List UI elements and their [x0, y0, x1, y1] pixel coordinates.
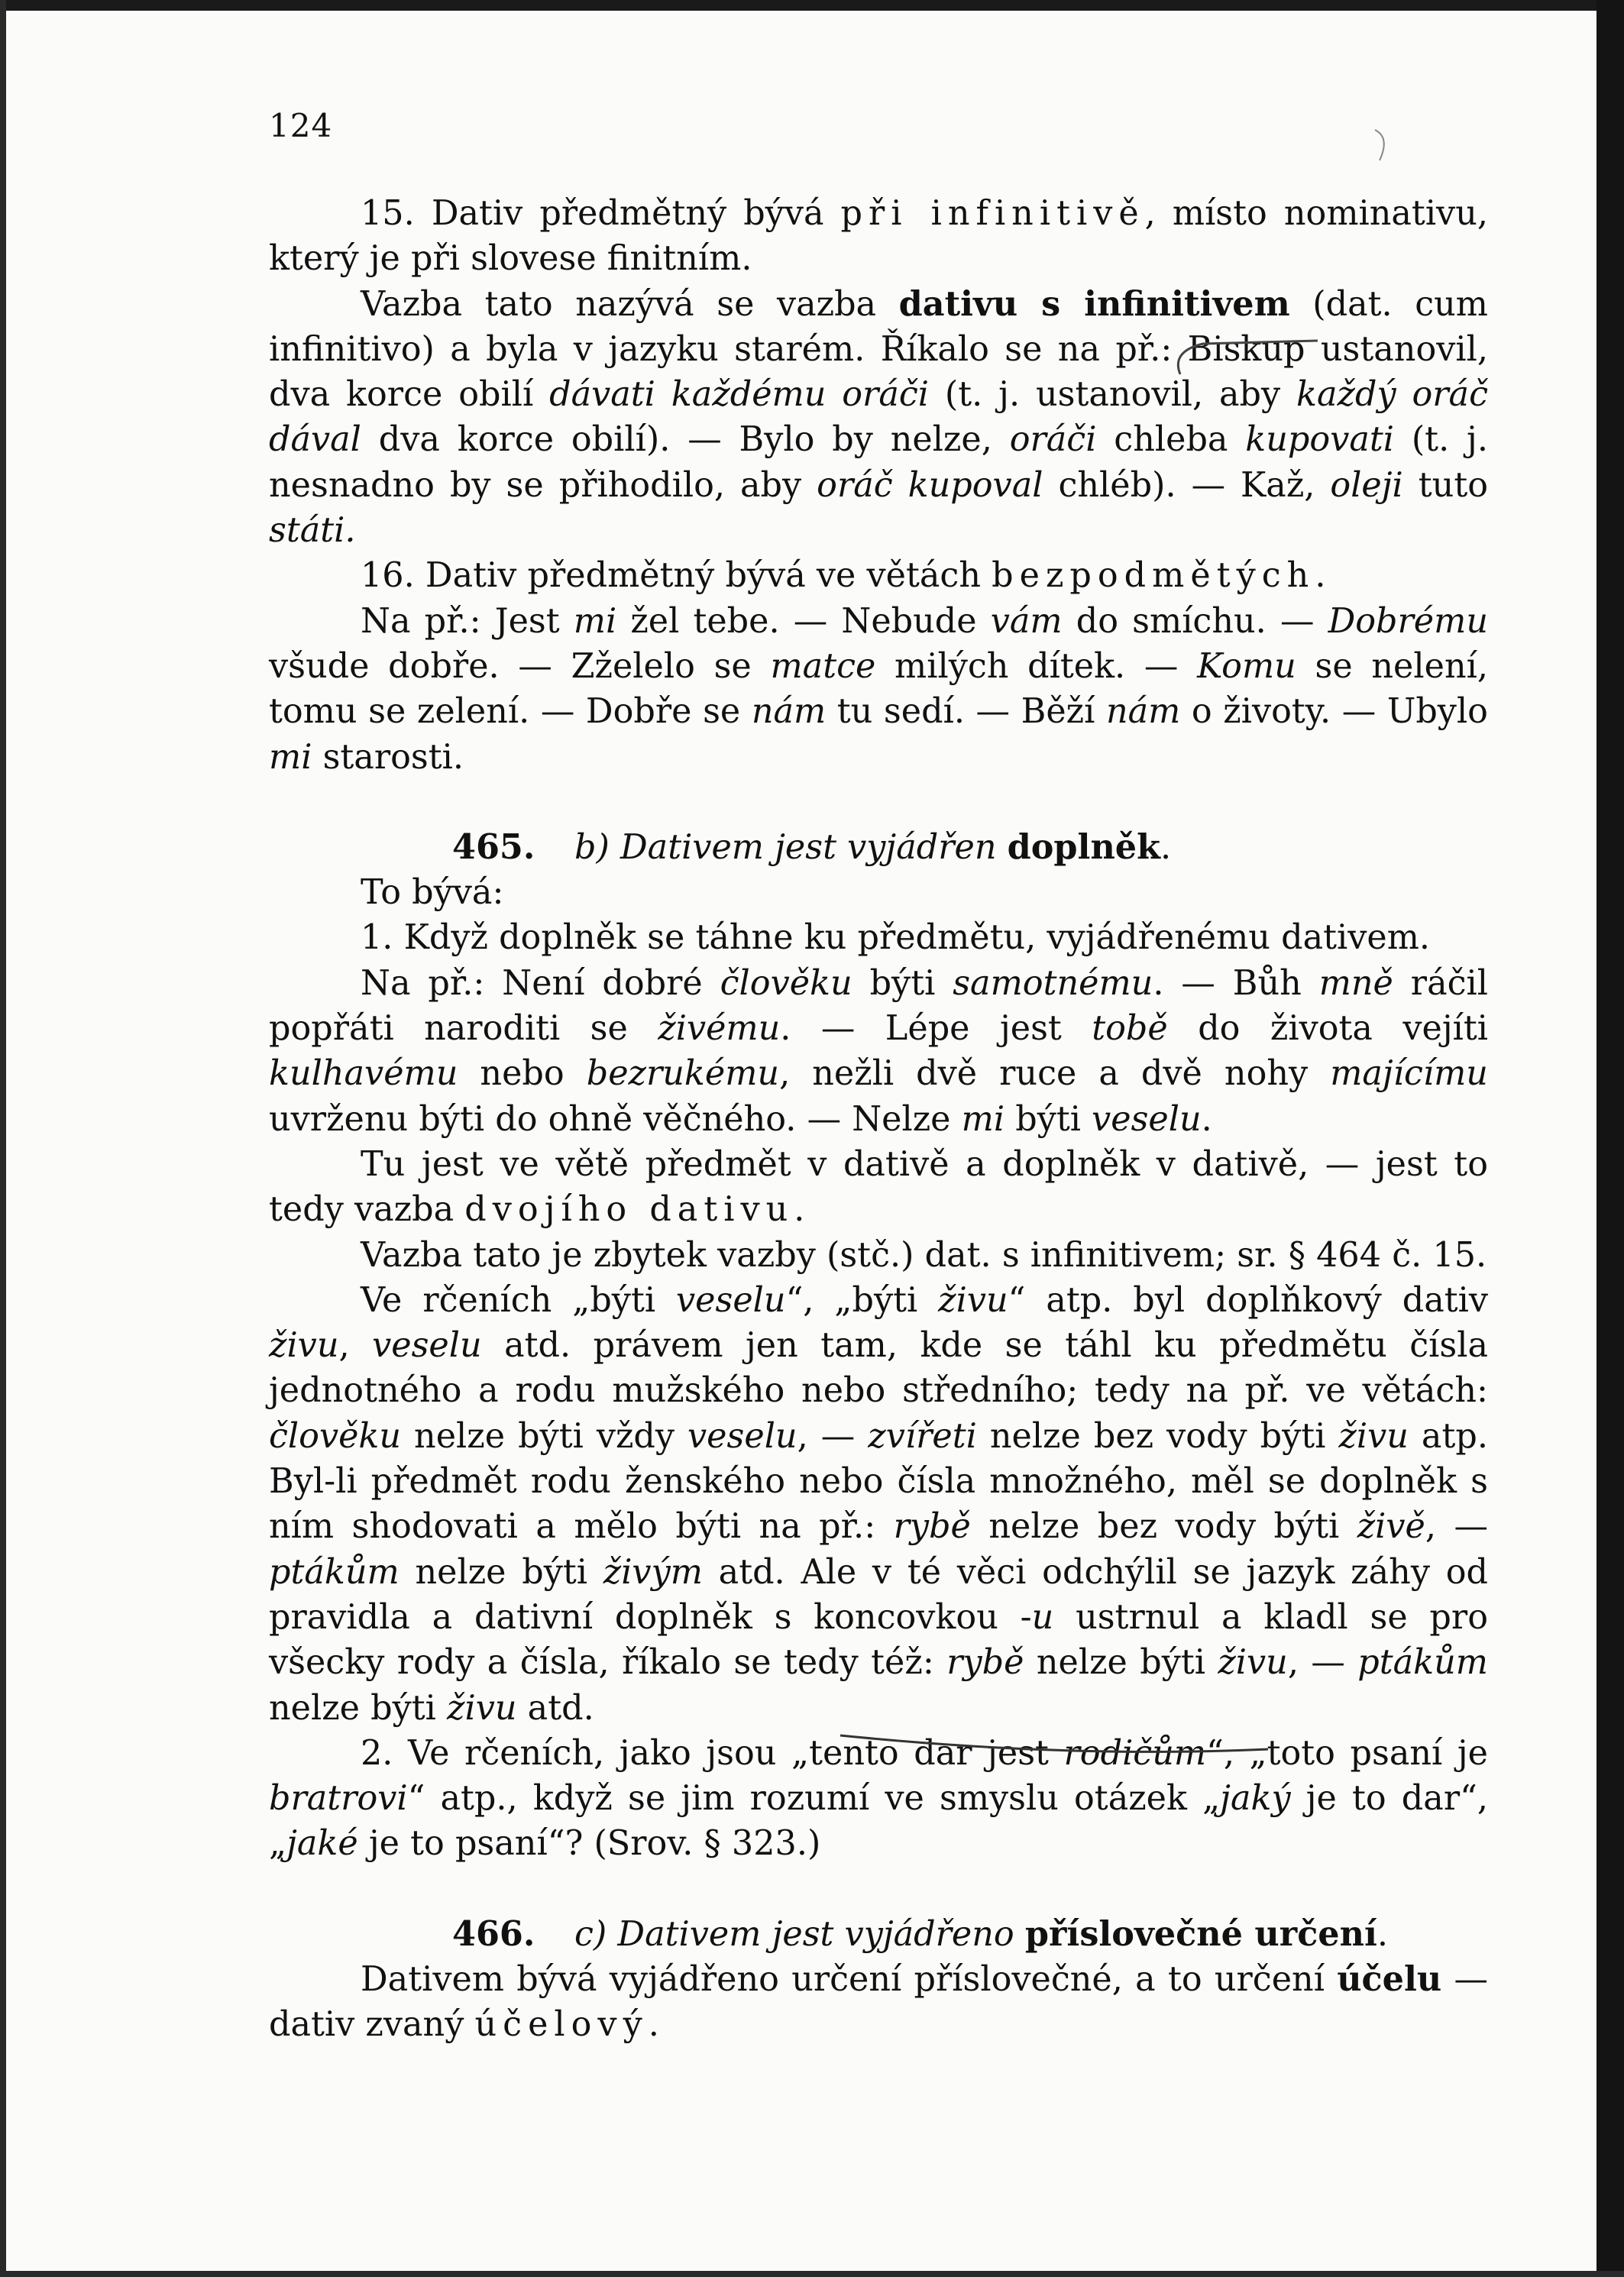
italic-example: zvířeti — [868, 1416, 977, 1456]
italic-example: mně — [1318, 963, 1393, 1003]
italic-example: bratrovi — [269, 1779, 408, 1819]
scan-border-top — [0, 0, 1624, 11]
scan-border-bottom — [0, 2271, 1624, 2277]
paragraph-465-double-dative: Tu jest ve větě předmět v dativě a doplněk v dativě, — jest to tedy vazba dvojího dativu. — [269, 1144, 1488, 1230]
italic-example: živým — [603, 1552, 703, 1592]
italic-example: jaké — [286, 1824, 358, 1864]
paragraph-465-2: 2. Ve rčeních, jako jsou „tento dar jest rodičům“, „toto psaní je bratrovi“ atp., když se jim rozumí ve smyslu otázek „jaký je to dar“, „jaké je to psaní“? (Srov. § 323.) — [269, 1733, 1488, 1864]
italic-example: rybě — [893, 1507, 971, 1547]
italic-example: vám — [990, 601, 1063, 641]
italic-example: rybě — [946, 1643, 1024, 1683]
paragraph-464-15-explanation: Vazba tato nazývá se vazba dativu s infinitivem (dat. cum infinitivo) a byla v jazyku starém. Říkalo se na př.: Biskup ustanovil, dva korce obilí dávati každému oráči (t. j. ustanovil, aby každý oráč dával dva korce obilí). — Bylo by nelze, oráči chleba kupovati (t. j. nesnadno by se přihodilo, aby oráč kupoval chléb). — Kaž, oleji tuto státi. — [269, 283, 1488, 551]
spaced-term: účelový — [474, 2005, 649, 2045]
paragraph-464-16: 16. Dativ předmětný bývá ve větách bezpodmětých. — [361, 556, 1326, 596]
italic-example: veselu — [687, 1416, 797, 1456]
section-465-number: 465. — [452, 826, 535, 867]
paragraph-465-1: 1. Když doplněk se táhne ku předmětu, vyjádřenému dativem. — [361, 918, 1431, 958]
italic-example: c) Dativem jest vyjádřeno — [574, 1914, 1025, 1954]
italic-example: oleji — [1330, 465, 1403, 505]
italic-example: živu — [1218, 1643, 1288, 1683]
italic-example: Komu — [1197, 646, 1296, 686]
body-text — [269, 191, 1488, 2048]
italic-example: živu — [447, 1688, 517, 1728]
italic-example: živu — [1338, 1416, 1409, 1456]
italic-example: ptákům — [269, 1552, 400, 1592]
italic-example: majícímu — [1330, 1054, 1488, 1094]
italic-example: oráči — [1009, 420, 1097, 460]
italic-example: živému — [658, 1009, 781, 1049]
italic-example: státi. — [269, 511, 356, 551]
pencil-mark-right-margin — [1375, 130, 1384, 160]
bold-term: doplněk — [1007, 826, 1160, 867]
italic-example: mi — [961, 1099, 1005, 1139]
paragraph-465-idioms: Ve rčeních „býti veselu“, „býti živu“ atp. byl doplňkový dativ živu, veselu atd. právem jen tam, kde se táhl ku předmětu čísla jednotného a rodu mužského nebo středního; tedy na př. ve větách: člověku nelze býti vždy veselu, — zvířeti nelze bez vody býti živu atp. Byl-li předmět rodu ženského nebo čísla množného, měl se doplněk s ním shodovati a mělo býti na př.: rybě nelze bez vody býti živě, — ptákům nelze býti živým atd. Ale v té věci odchýlil se jazyk záhy od pravidla a dativní doplněk s koncovkou -u ustrnul a kladl se pro všecky rody a čísla, říkalo se tedy též: rybě nelze býti živu, — ptákům nelze býti živu atd. — [269, 1280, 1489, 1728]
italic-example: dávati každému oráči — [549, 375, 930, 415]
section-465-title: b) Dativem jest vyjádřen doplněk. — [574, 826, 1172, 867]
scan-border-right — [1597, 0, 1624, 2277]
italic-example: oráč kupoval — [817, 465, 1043, 505]
spaced-term: při infinitivě — [840, 194, 1145, 233]
italic-example: živu — [269, 1326, 339, 1366]
italic-example: každý oráč dával — [269, 375, 1488, 460]
paragraph-465-1-examples: Na př.: Není dobré člověku býti samotnému. — Bůh mně ráčil popřáti naroditi se živému. — Lépe jest tobě do života vejíti kulhavému nebo bezrukému, nežli dvě ruce a dvě nohy majícímu uvrženu býti do ohně věčného. — Nelze mi býti veselu. — [269, 963, 1488, 1139]
paragraph-466-body: Dativem bývá vyjádřeno určení příslovečné, a to určení účelu — dativ zvaný účelový. — [269, 1958, 1488, 2045]
paragraph-465-remnant: Vazba tato je zbytek vazby (stč.) dat. s infinitivem; sr. § 464 č. 15. — [361, 1235, 1487, 1275]
italic-example: veselu — [372, 1326, 482, 1366]
italic-example: u — [1031, 1597, 1054, 1637]
italic-example: nám — [751, 692, 827, 732]
italic-example: jaký — [1220, 1779, 1291, 1819]
italic-example: člověku — [269, 1416, 402, 1456]
section-466-number: 466. — [452, 1913, 535, 1954]
section-466-title: c) Dativem jest vyjádřeno příslovečné určení. — [574, 1913, 1389, 1954]
italic-example: kupovati — [1245, 420, 1394, 460]
section-465-heading — [269, 825, 1488, 870]
spaced-term: bezpodmětých — [992, 556, 1315, 596]
italic-example: živu — [938, 1280, 1008, 1320]
spaced-term: dvojího dativu — [464, 1190, 794, 1230]
italic-example: b) Dativem jest vyjádřen — [574, 827, 1008, 867]
italic-example: matce — [770, 646, 876, 686]
italic-example: člověku — [720, 963, 852, 1003]
scan-border-left — [0, 0, 6, 2277]
italic-example: mi — [269, 737, 312, 777]
bold-term: účelu — [1337, 1958, 1442, 1999]
paragraph-464-16-examples: Na př.: Jest mi žel tebe. — Nebude vám do smíchu. — Dobrému všude dobře. — Zželelo se matce milých dítek. — Komu se nelení, tomu se zelení. — Dobře se nám tu sedí. — Běží nám o životy. — Ubylo mi starosti. — [269, 601, 1488, 777]
page-number: 124 — [269, 107, 333, 144]
italic-example: bezrukému — [586, 1054, 780, 1094]
italic-example: živě — [1357, 1507, 1425, 1547]
italic-example: mi — [573, 601, 617, 641]
italic-example: rodičům — [1063, 1733, 1207, 1773]
italic-example: samotnému — [953, 963, 1153, 1003]
italic-example: kulhavému — [269, 1054, 458, 1094]
italic-example: veselu — [1092, 1099, 1202, 1139]
paragraph-464-15: 15. Dativ předmětný bývá při infinitivě, místo nominativu, který je při slovese finitním. — [269, 194, 1488, 279]
italic-example: tobě — [1092, 1009, 1168, 1049]
italic-example: Dobrému — [1328, 601, 1488, 641]
italic-example: ptákům — [1357, 1643, 1488, 1683]
italic-example: veselu — [676, 1280, 786, 1320]
section-466-heading — [269, 1912, 1488, 1957]
paragraph-465-intro: To bývá: — [361, 873, 504, 913]
italic-example: nám — [1105, 692, 1181, 732]
bold-term: dativu s infinitivem — [898, 283, 1290, 324]
bold-term: příslovečné určení — [1024, 1913, 1377, 1954]
